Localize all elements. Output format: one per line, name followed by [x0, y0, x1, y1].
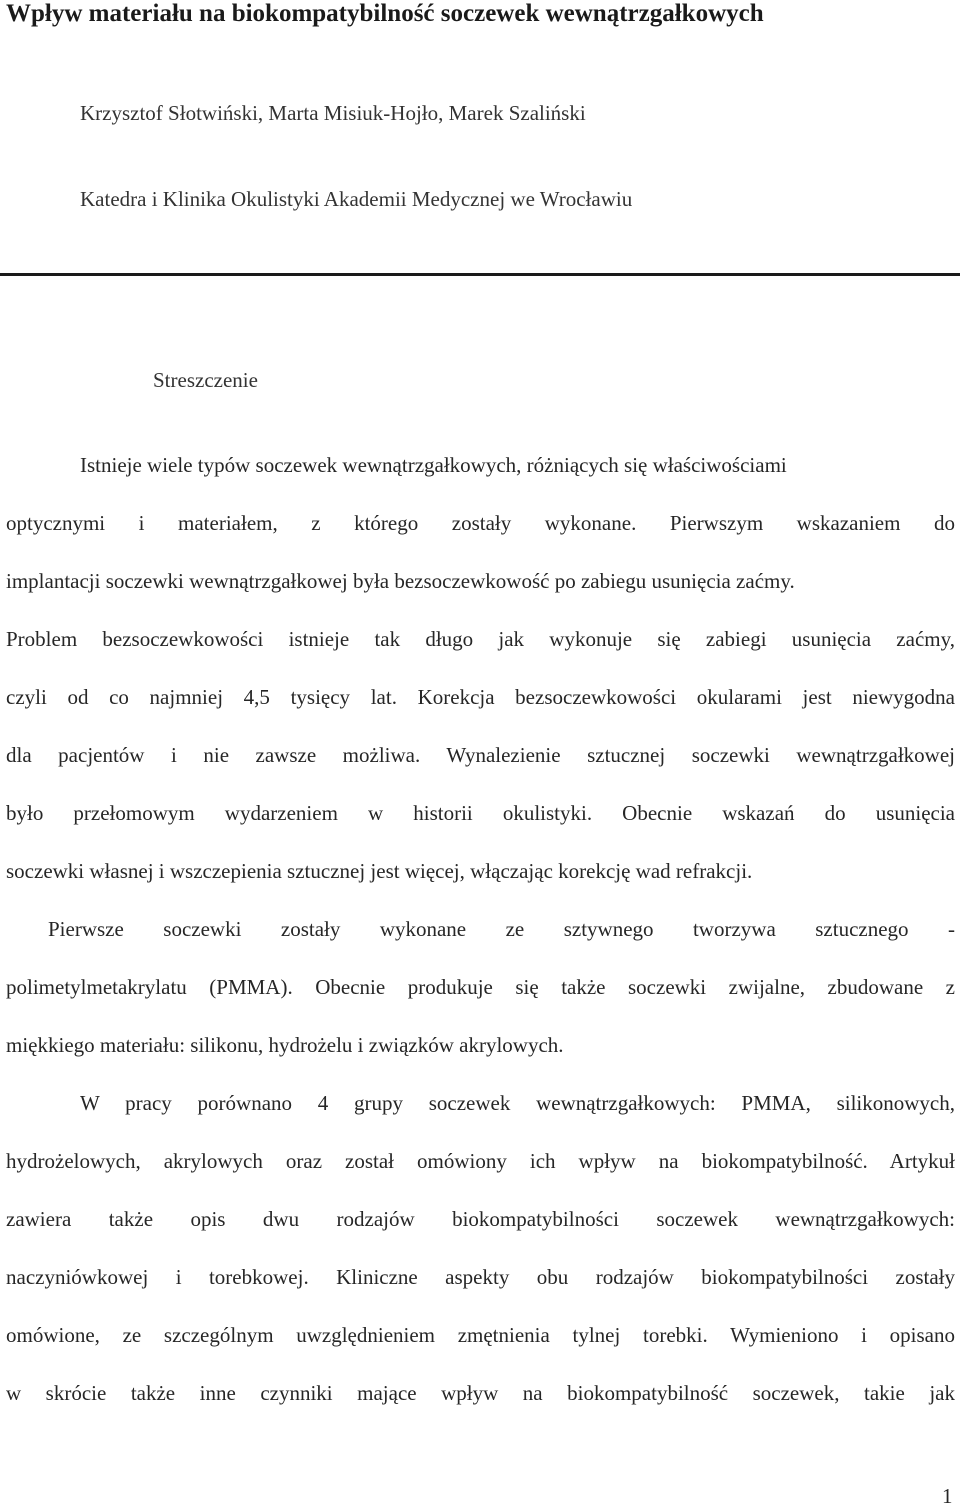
abstract-heading: Streszczenie	[153, 368, 258, 392]
horizontal-rule	[0, 273, 960, 276]
abstract-line: Pierwsze soczewki zostały wykonane ze sztywnego tworzywa sztucznego -	[48, 917, 955, 941]
abstract-line: W pracy porównano 4 grupy soczewek wewnątrzgałkowych: PMMA, silikonowych,	[80, 1091, 955, 1115]
abstract-line: optycznymi i materiałem, z którego zostały wykonane. Pierwszym wskazaniem do	[6, 511, 955, 535]
abstract-line: w skrócie także inne czynniki mające wpływ na biokompatybilność soczewek, takie jak	[6, 1381, 955, 1405]
abstract-line: czyli od co najmniej 4,5 tysięcy lat. Korekcja bezsoczewkowości okularami jest niewygodna	[6, 685, 955, 709]
abstract-line: było przełomowym wydarzeniem w historii okulistyki. Obecnie wskazań do usunięcia	[6, 801, 955, 825]
abstract-line: miękkiego materiału: silikonu, hydrożelu i związków akrylowych.	[6, 1033, 564, 1057]
abstract-line: hydrożelowych, akrylowych oraz został omówiony ich wpływ na biokompatybilność. Artykuł	[6, 1149, 955, 1173]
abstract-line: soczewki własnej i wszczepienia sztucznej jest więcej, włączając korekcję wad refrakcji.	[6, 859, 753, 883]
abstract-line: omówione, ze szczególnym uwzględnieniem zmętnienia tylnej torebki. Wymieniono i opisano	[6, 1323, 955, 1347]
page-number: 1	[942, 1484, 953, 1508]
abstract-line: Problem bezsoczewkowości istnieje tak długo jak wykonuje się zabiegi usunięcia zaćmy,	[6, 627, 955, 651]
abstract-line: Istnieje wiele typów soczewek wewnątrzgałkowych, różniących się właściwościami	[80, 453, 787, 477]
abstract-line: naczyniówkowej i torebkowej. Kliniczne aspekty obu rodzajów biokompatybilności zostały	[6, 1265, 955, 1289]
abstract-line: implantacji soczewki wewnątrzgałkowej była bezsoczewkowość po zabiegu usunięcia zaćmy.	[6, 569, 795, 593]
affiliation: Katedra i Klinika Okulistyki Akademii Medycznej we Wrocławiu	[80, 187, 633, 211]
abstract-line: dla pacjentów i nie zawsze możliwa. Wynalezienie sztucznej soczewki wewnątrzgałkowej	[6, 743, 955, 767]
authors: Krzysztof Słotwiński, Marta Misiuk-Hojło, Marek Szaliński	[80, 101, 586, 125]
abstract-line: polimetylmetakrylatu (PMMA). Obecnie produkuje się także soczewki zwijalne, zbudowane z	[6, 975, 955, 999]
abstract-line: zawiera także opis dwu rodzajów biokompatybilności soczewek wewnątrzgałkowych:	[6, 1207, 955, 1231]
document-title: Wpływ materiału na biokompatybilność soczewek wewnątrzgałkowych	[6, 0, 764, 27]
